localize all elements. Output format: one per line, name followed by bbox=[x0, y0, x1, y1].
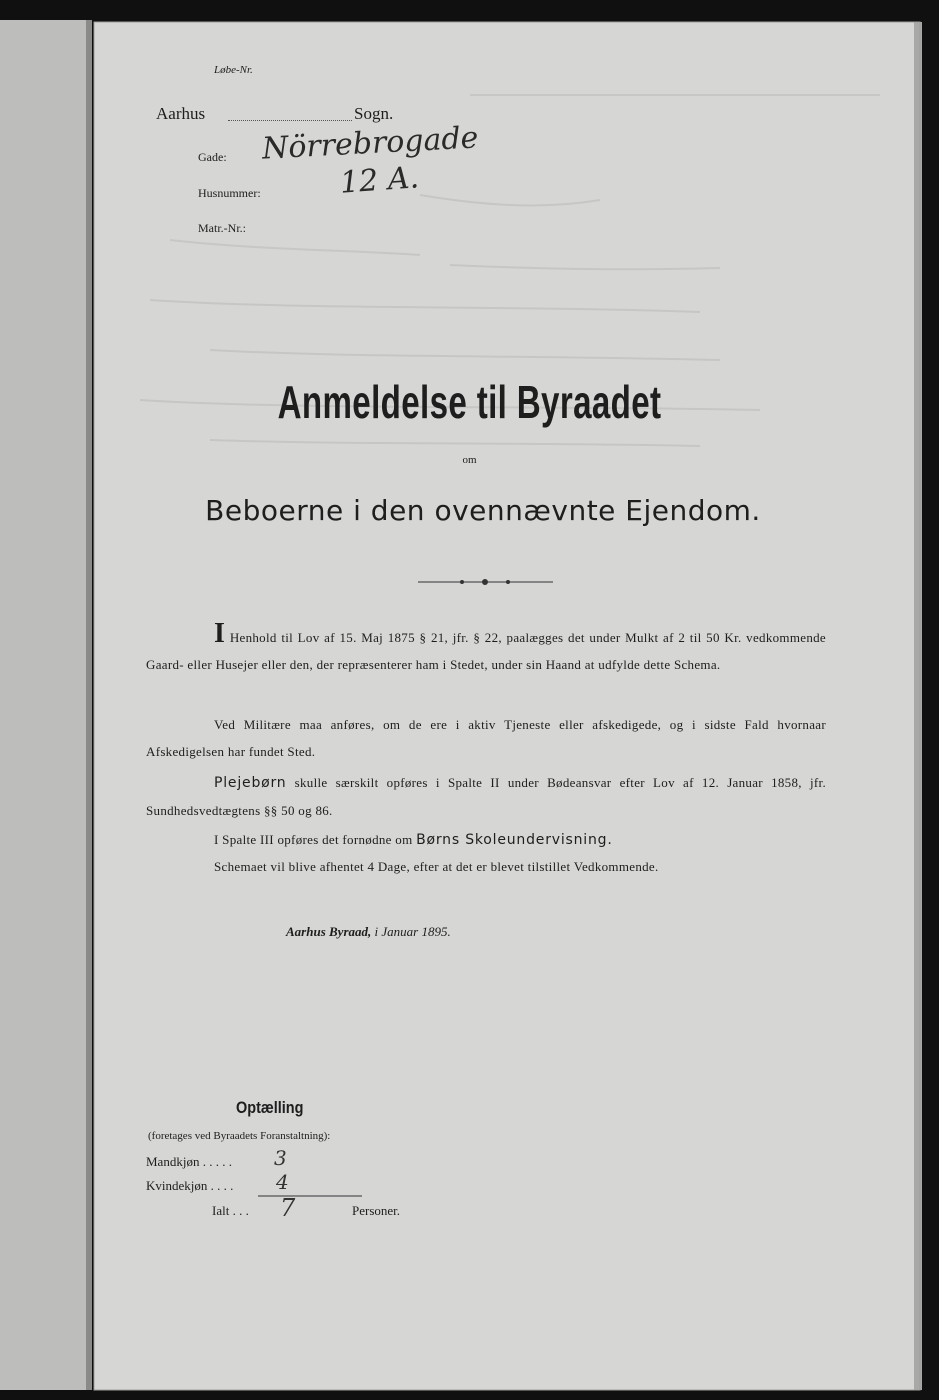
loebe-nr-label: Løbe-Nr. bbox=[214, 64, 253, 76]
gade-label: Gade: bbox=[198, 150, 227, 164]
dropcap: I bbox=[214, 618, 226, 649]
ialt-leader: . . . bbox=[229, 1203, 249, 1218]
signature-place: Aarhus Byraad, bbox=[286, 924, 372, 939]
mandkjon-leader: . . . . . bbox=[199, 1154, 232, 1169]
om-label: om bbox=[462, 454, 477, 466]
kvindekjon-row bbox=[146, 1178, 233, 1194]
paragraph-5: Schemaet vil blive afhentet 4 Dage, efter at det er blevet tilstillet Vedkommende. bbox=[214, 859, 659, 874]
document-title: Anmeldelse til Byraadet bbox=[277, 376, 662, 428]
ialt-label: Ialt bbox=[212, 1203, 230, 1218]
tally-heading: Optælling bbox=[236, 1098, 304, 1117]
paragraph-2: Ved Militære maa anføres, om de ere i aktiv Tjeneste eller afskedigede, og i sidste Fald hvornaar Afskedigelsen har fundet Sted. bbox=[146, 717, 826, 759]
tally-note: (foretages ved Byraadets Foranstaltning): bbox=[148, 1130, 331, 1142]
city-label: Aarhus bbox=[156, 104, 206, 123]
mandkjon-value: 3 bbox=[274, 1146, 287, 1170]
husnummer-label: Husnummer: bbox=[198, 186, 261, 200]
ialt-row bbox=[212, 1203, 249, 1219]
husnummer-value: 12 A. bbox=[338, 160, 421, 201]
document-subtitle: Beboerne i den ovennævnte Ejendom. bbox=[205, 494, 761, 527]
gade-value: Nörrebrogade bbox=[261, 120, 480, 167]
kvindekjon-leader: . . . . bbox=[207, 1178, 234, 1193]
paragraph-1 bbox=[146, 618, 826, 678]
paragraph-4 bbox=[146, 826, 826, 854]
skoleundervisning-label: Børns Skoleundervisning. bbox=[416, 832, 613, 848]
mandkjon-row bbox=[146, 1154, 232, 1170]
sogn-label: Sogn. bbox=[354, 104, 394, 123]
signature-date: i Januar 1895. bbox=[374, 924, 451, 939]
personer-label: Personer. bbox=[352, 1203, 401, 1218]
kvindekjon-label: Kvindekjøn bbox=[146, 1178, 208, 1193]
paragraph-1-text: Henhold til Lov af 15. Maj 1875 § 21, jfr. § 22, paalægges det under Mulkt af 2 til 50 Kr. vedkommende Gaard- eller Husejer eller den, der repræsenterer ham i Stedet, under sin Haand at udfylde dette Schema. bbox=[146, 630, 826, 672]
paragraph-4-text: I Spalte III opføres det fornødne om bbox=[214, 832, 413, 847]
paragraph-3-text: skulle særskilt opføres i Spalte II under Bødeansvar efter Lov af 12. Januar 1858, jfr. Sundhedsvedtægtens §§ 50 og 86. bbox=[146, 775, 826, 818]
ialt-value: 7 bbox=[280, 1194, 296, 1222]
signature-line bbox=[286, 924, 451, 940]
paragraph-3 bbox=[146, 769, 826, 824]
sogn-dotted-line bbox=[228, 119, 352, 121]
matr-nr-label: Matr.-Nr.: bbox=[198, 221, 246, 235]
plejeborn-label: Plejebørn bbox=[214, 775, 287, 791]
mandkjon-label: Mandkjøn bbox=[146, 1154, 200, 1169]
kvindekjon-value: 4 bbox=[276, 1170, 289, 1194]
